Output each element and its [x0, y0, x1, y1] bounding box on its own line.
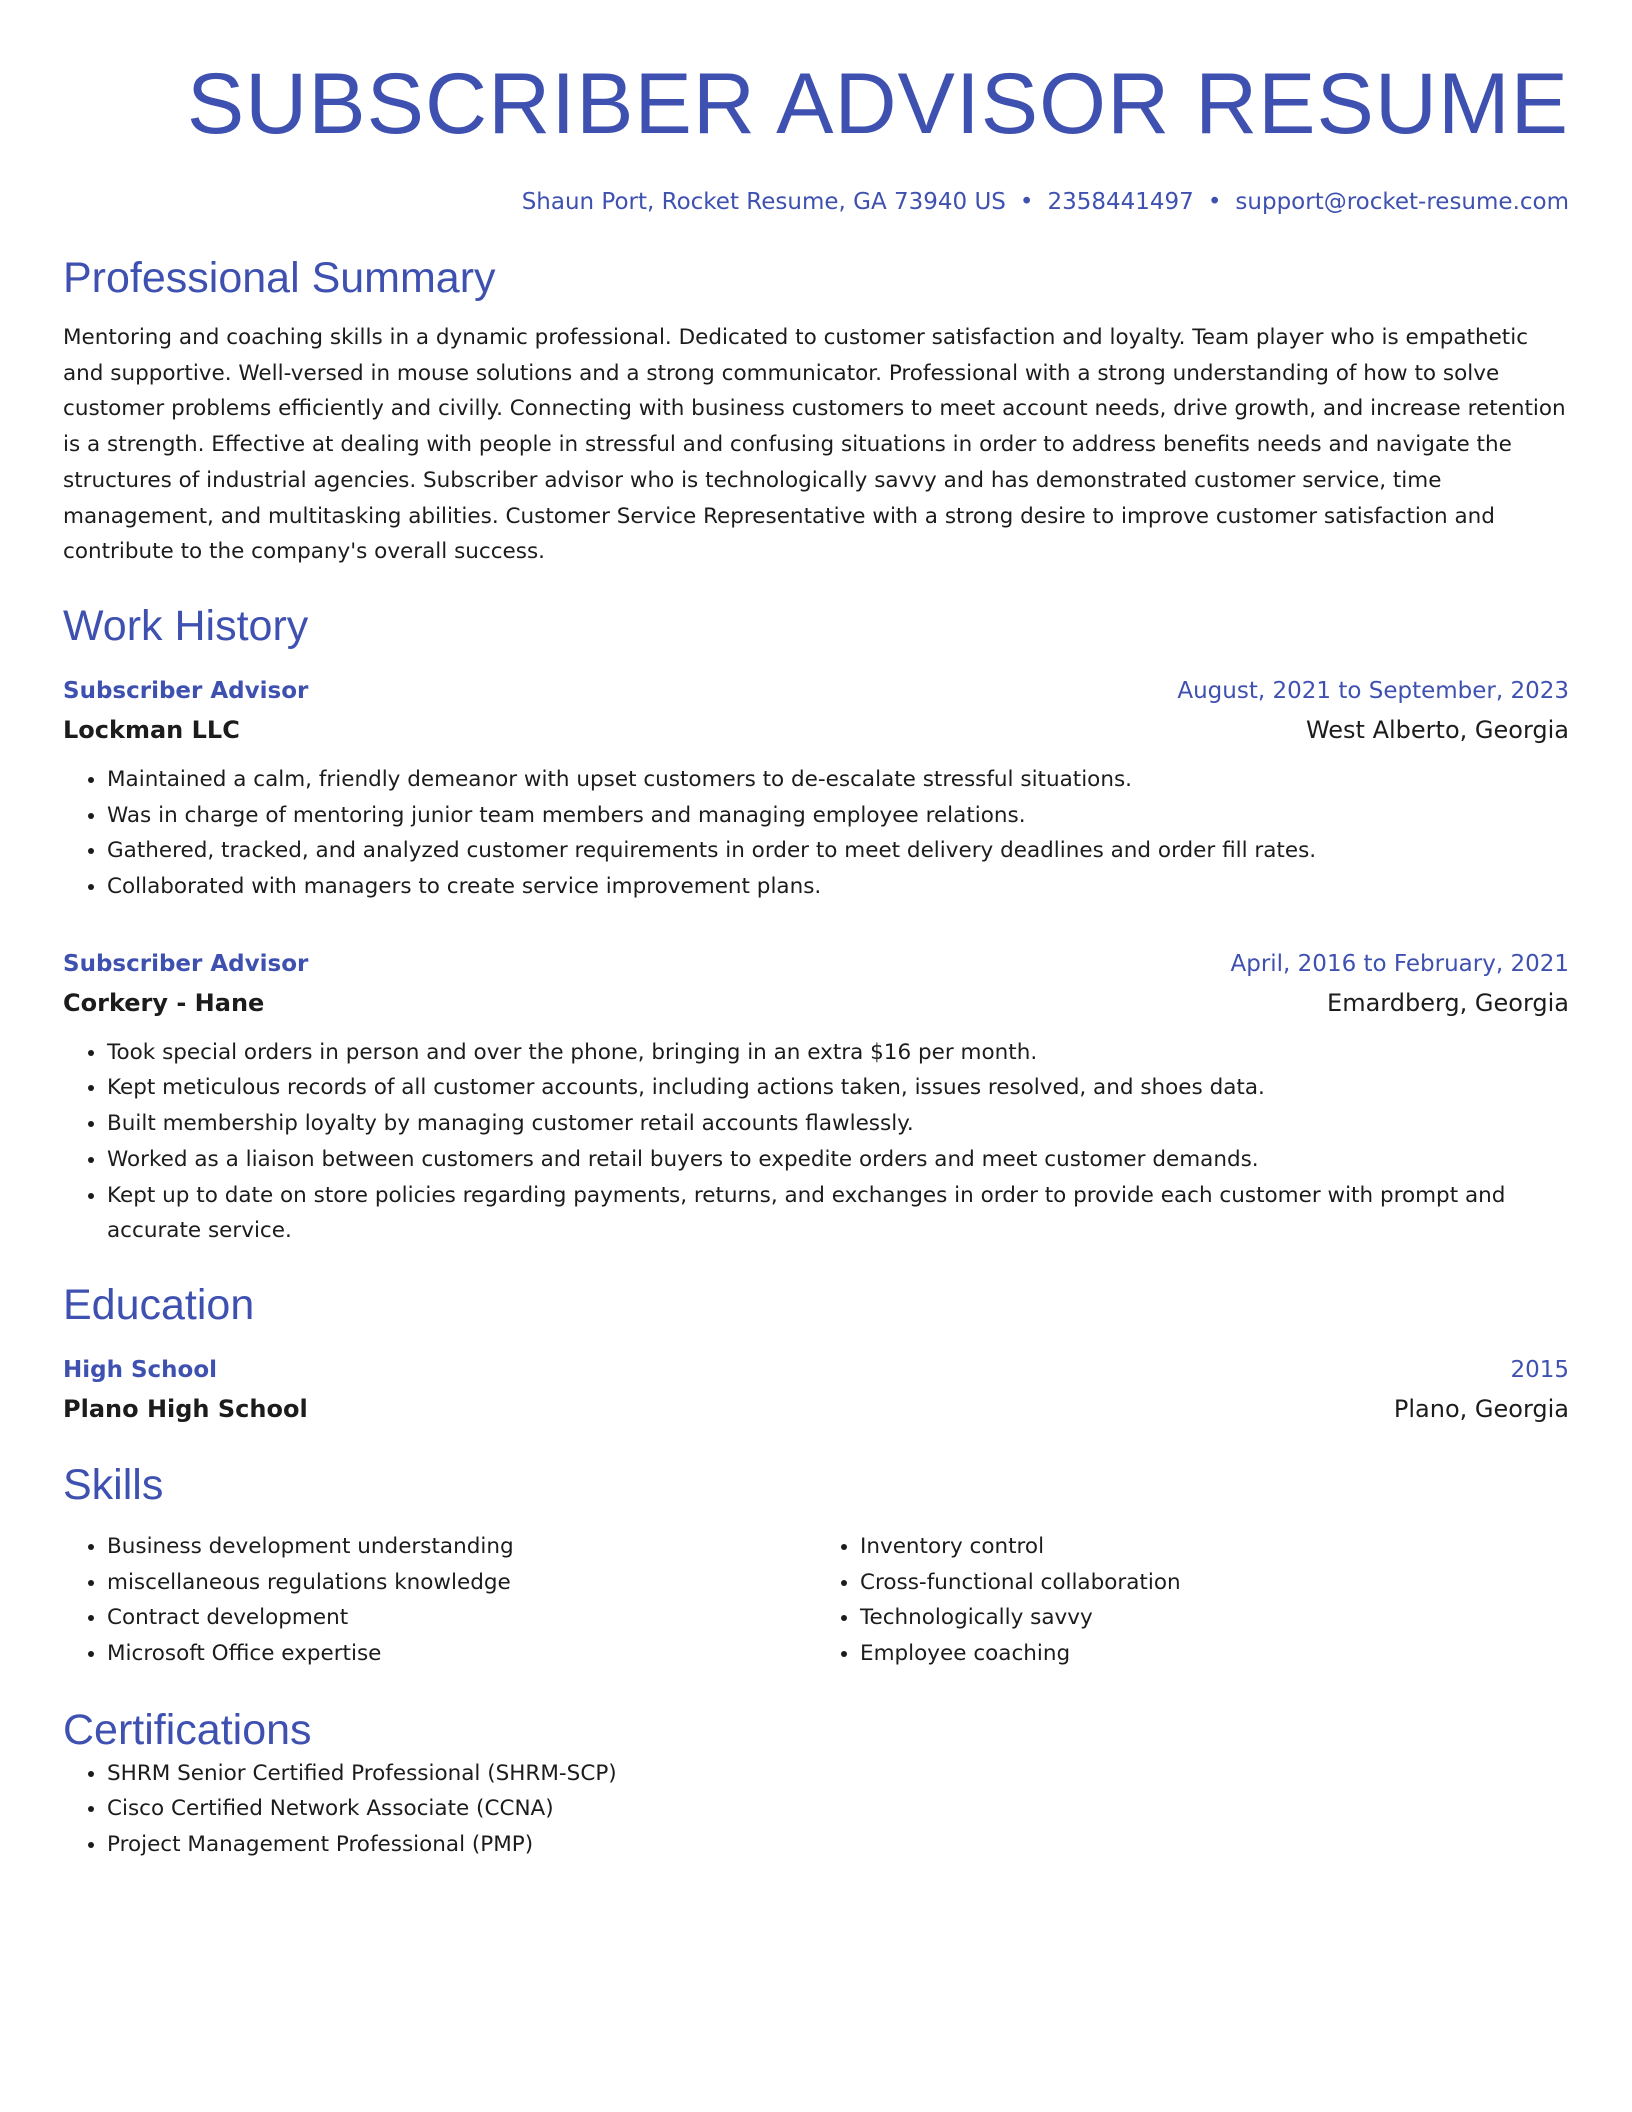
- skill-item: • Cross-functional collaboration: [860, 1565, 1569, 1601]
- job-bullet: • Took special orders in person and over the phone, bringing in an extra $16 per month.: [107, 1035, 1569, 1071]
- job-entry: [63, 947, 1569, 1249]
- skill-item: • Technologically savvy: [860, 1600, 1569, 1636]
- education-location: Plano, Georgia: [1393, 1394, 1569, 1423]
- contact-phone: 2358441497: [1047, 189, 1194, 215]
- section-heading-work-history: Work History: [63, 601, 309, 650]
- contact-separator: •: [1019, 189, 1034, 215]
- job-bullets: [63, 762, 1569, 905]
- job-bullet: • Collaborated with managers to create service improvement plans.: [107, 869, 1569, 905]
- education-entry: [63, 1353, 1569, 1427]
- skill-item: • Microsoft Office expertise: [107, 1636, 816, 1672]
- section-heading-certifications: Certifications: [63, 1705, 312, 1754]
- job-bullet: • Worked as a liaison between customers and retail buyers to expedite orders and meet customer demands.: [107, 1142, 1569, 1178]
- certification-item: • Project Management Professional (PMP): [107, 1827, 1569, 1863]
- job-dates: April, 2016 to February, 2021: [1230, 950, 1569, 977]
- job-bullets: [63, 1035, 1569, 1249]
- job-bullet: • Kept meticulous records of all customer accounts, including actions taken, issues resolved, and shoes data.: [107, 1070, 1569, 1106]
- education-year: 2015: [1510, 1356, 1569, 1383]
- skills-grid: [63, 1529, 1569, 1672]
- job-location: West Alberto, Georgia: [1305, 715, 1569, 744]
- job-bullet: • Kept up to date on store policies regarding payments, returns, and exchanges in order to provide each customer with prompt and accurate service.: [107, 1178, 1569, 1249]
- contact-email: support@rocket-resume.com: [1235, 189, 1569, 215]
- section-heading-summary: Professional Summary: [63, 254, 496, 302]
- skill-item: • Employee coaching: [860, 1636, 1569, 1672]
- resume-title: SUBSCRIBER ADVISOR RESUME: [186, 56, 1569, 152]
- section-heading-education: Education: [63, 1280, 255, 1329]
- contact-line: [63, 186, 1569, 218]
- job-company: Lockman LLC: [63, 715, 240, 744]
- contact-separator: •: [1207, 189, 1222, 215]
- contact-address: Shaun Port, Rocket Resume, GA 73940 US: [521, 189, 1006, 215]
- job-bullet: • Gathered, tracked, and analyzed customer requirements in order to meet delivery deadlines and order fill rates.: [107, 833, 1569, 869]
- education-school: Plano High School: [63, 1394, 308, 1423]
- certification-list: [63, 1756, 1569, 1863]
- section-heading-skills: Skills: [63, 1460, 164, 1509]
- job-title: Subscriber Advisor: [63, 950, 309, 977]
- job-title: Subscriber Advisor: [63, 677, 309, 704]
- certification-item: • Cisco Certified Network Associate (CCNA): [107, 1791, 1569, 1827]
- skills-column-right: [816, 1529, 1569, 1672]
- skill-item: • Business development understanding: [107, 1529, 816, 1565]
- skill-item: • miscellaneous regulations knowledge: [107, 1565, 816, 1601]
- job-company: Corkery - Hane: [63, 988, 265, 1017]
- summary-text: Mentoring and coaching skills in a dynamic professional. Dedicated to customer satisfaction and loyalty. Team player who is empathetic and supportive. Well-versed in mouse solutions and a strong communicator. Professional with a strong understanding of how to solve customer problems efficiently and civilly. Connecting with business customers to meet account needs, drive growth, and increase retention is a strength. Effective at dealing with people in stressful and confusing situations in order to address benefits needs and navigate the structures of industrial agencies. Subscriber advisor who is technologically savvy and has demonstrated customer service, time management, and multitasking abilities. Customer Service Representative with a strong desire to improve customer satisfaction and contribute to the company's overall success.: [63, 325, 1566, 565]
- education-degree: High School: [63, 1356, 218, 1383]
- job-dates: August, 2021 to September, 2023: [1177, 677, 1569, 704]
- job-bullet: • Maintained a calm, friendly demeanor with upset customers to de-escalate stressful situations.: [107, 762, 1569, 798]
- job-location: Emardberg, Georgia: [1327, 988, 1569, 1017]
- job-bullet: • Built membership loyalty by managing customer retail accounts flawlessly.: [107, 1106, 1569, 1142]
- skills-column-left: [63, 1529, 816, 1672]
- skill-item: • Contract development: [107, 1600, 816, 1636]
- job-bullet: • Was in charge of mentoring junior team members and managing employee relations.: [107, 798, 1569, 834]
- job-entry: [63, 674, 1569, 905]
- certification-item: • SHRM Senior Certified Professional (SHRM-SCP): [107, 1756, 1569, 1792]
- skill-item: • Inventory control: [860, 1529, 1569, 1565]
